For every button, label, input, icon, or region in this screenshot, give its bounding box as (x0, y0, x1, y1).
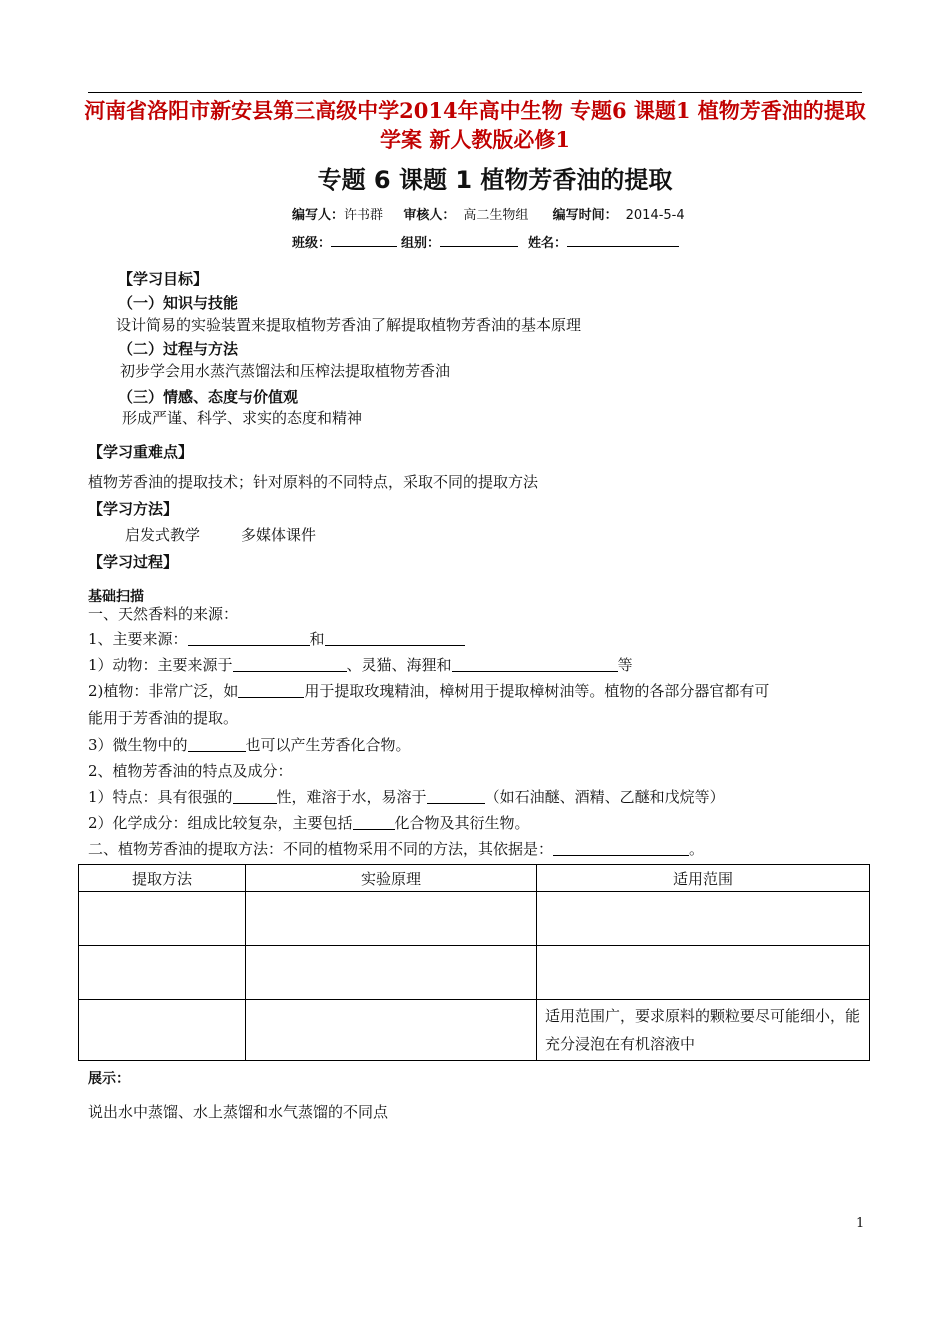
q2-composition-label: 2）化学成分：组成比较复杂，主要包括 (88, 814, 353, 832)
group-blank[interactable] (440, 232, 518, 247)
objectives-process-heading: （二）过程与方法 (118, 340, 239, 358)
table-header-method: 提取方法 (79, 865, 246, 892)
q1-animal (88, 654, 633, 675)
composition-blank[interactable] (353, 814, 395, 830)
reviewer-value: 高二生物组 (463, 208, 529, 223)
meta-line-student (292, 232, 679, 251)
table-row (79, 946, 870, 1000)
date-label: 编写时间： (552, 208, 618, 223)
features-blank-2[interactable] (427, 788, 485, 804)
table-cell[interactable] (537, 946, 870, 1000)
q2-features-mid: 性，难溶于水，易溶于 (276, 788, 427, 806)
main-source-blank-2[interactable] (325, 630, 465, 646)
features-blank-1[interactable] (233, 788, 277, 804)
table-cell-scope-note: 适用范围广，要求原料的颗粒要尽可能细小，能充分浸泡在有机溶液中 (537, 1000, 870, 1061)
name-blank[interactable] (567, 232, 679, 247)
document-title: 河南省洛阳市新安县第三高级中学2014年高中生物 专题6 课题1 植物芳香油的提取学案 新人教版必修1 (84, 98, 866, 152)
q2-composition-end: 化合物及其衍生物。 (394, 814, 530, 832)
objectives-knowledge-heading: （一）知识与技能 (118, 294, 239, 312)
q1-animal-end: 等 (617, 656, 633, 674)
display-text: 说出水中蒸馏、水上蒸馏和水气蒸馏的不同点 (88, 1103, 389, 1121)
table-row (79, 1000, 870, 1061)
table-row (79, 892, 870, 946)
key-points-text: 植物芳香油的提取技术；针对原料的不同特点，采取不同的提取方法 (88, 473, 539, 491)
plant-blank[interactable] (238, 682, 304, 698)
reviewer-label: 审核人： (403, 208, 456, 223)
objectives-attitude-heading: （三）情感、态度与价值观 (118, 388, 299, 406)
q1-title: 一、天然香料的来源： (88, 605, 239, 623)
basics-heading: 基础扫描 (88, 589, 144, 605)
q2-features-end: （如石油醚、酒精、乙醚和戊烷等） (484, 788, 725, 806)
objectives-heading: 【学习目标】 (118, 270, 209, 288)
table-header-principle: 实验原理 (246, 865, 537, 892)
class-blank[interactable] (331, 232, 397, 247)
q1-microbe-text: 也可以产生芳香化合物。 (245, 736, 411, 754)
q1-main-source-label: 1、主要来源： (88, 630, 188, 648)
name-label: 姓名： (528, 236, 568, 251)
q2-features (88, 786, 725, 807)
table-header-row (79, 865, 870, 892)
q1-plant-label: 2)植物：非常广泛，如 (88, 682, 239, 700)
meta-line-author (292, 204, 685, 223)
q3-title (88, 838, 704, 859)
table-cell[interactable] (246, 946, 537, 1000)
q1-microbe-label: 3）微生物中的 (88, 736, 188, 754)
q1-plant-text: 用于提取玫瑰精油，樟树用于提取樟树油等。植物的各部分器官都有可 (304, 682, 770, 700)
q3-title-end: 。 (689, 840, 705, 858)
table-cell[interactable] (79, 1000, 246, 1061)
methods-item-1: 启发式教学 (125, 526, 201, 544)
objectives-knowledge-text: 设计简易的实验装置来提取植物芳香油了解提取植物芳香油的基本原理 (116, 316, 582, 334)
process-heading: 【学习过程】 (88, 553, 179, 571)
extraction-methods-table (78, 864, 870, 1061)
header-rule (88, 92, 862, 93)
table-cell[interactable] (246, 892, 537, 946)
page-number: 1 (856, 1216, 865, 1231)
q1-and: 和 (309, 630, 325, 648)
objectives-process-text: 初步学会用水蒸汽蒸馏法和压榨法提取植物芳香油 (120, 362, 451, 380)
writer-label: 编写人： (292, 208, 345, 223)
date-value: 2014-5-4 (625, 208, 685, 223)
table-cell[interactable] (537, 892, 870, 946)
q1-microbe (88, 734, 411, 755)
q1-animal-label: 1）动物：主要来源于 (88, 656, 233, 674)
methods-heading: 【学习方法】 (88, 500, 179, 518)
table-header-scope: 适用范围 (537, 865, 870, 892)
q1-animal-mid: 、灵猫、海狸和 (346, 656, 452, 674)
main-title: 专题 6 课题 1 植物芳香油的提取 (317, 166, 673, 194)
writer-value: 许书群 (344, 208, 384, 223)
objectives-attitude-text: 形成严谨、科学、求实的态度和精神 (122, 409, 363, 427)
table-cell[interactable] (79, 946, 246, 1000)
methods-item-2: 多媒体课件 (241, 526, 317, 544)
q1-plant (88, 680, 769, 701)
table-cell[interactable] (79, 892, 246, 946)
table-cell[interactable] (246, 1000, 537, 1061)
q2-composition (88, 812, 530, 833)
q1-main-source (88, 628, 465, 649)
q2-title: 2、植物芳香油的特点及成分： (88, 762, 293, 780)
q3-title-label: 二、植物芳香油的提取方法：不同的植物采用不同的方法，其依据是： (88, 840, 554, 858)
animal-blank-1[interactable] (233, 656, 347, 672)
key-points-heading: 【学习重难点】 (88, 443, 194, 461)
animal-blank-2[interactable] (452, 656, 618, 672)
microbe-blank[interactable] (188, 736, 246, 752)
group-label: 组别： (401, 236, 441, 251)
display-heading: 展示： (88, 1071, 130, 1087)
q1-plant-cont: 能用于芳香油的提取。 (88, 709, 239, 727)
class-label: 班级： (292, 236, 332, 251)
q2-features-label: 1）特点：具有很强的 (88, 788, 233, 806)
basis-blank[interactable] (553, 840, 689, 856)
main-source-blank-1[interactable] (188, 630, 310, 646)
